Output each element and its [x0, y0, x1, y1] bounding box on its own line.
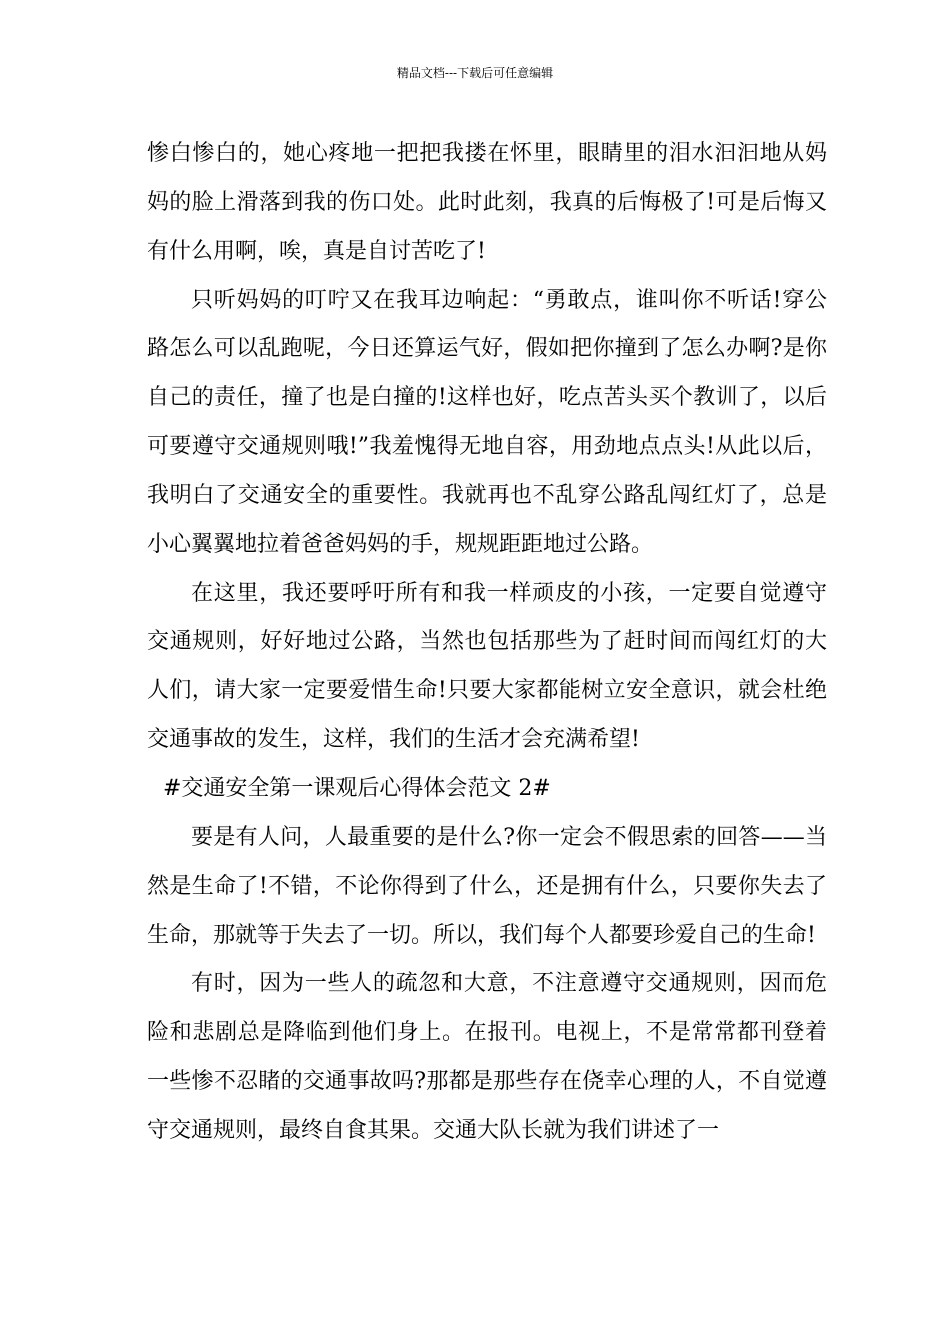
paragraph-appeal: 在这里，我还要呼吁所有和我一样顽皮的小孩，一定要自觉遵守交通规则，好好地过公路，当然也包括那些为了赶时间而闯红灯的大人们，请大家一定要爱惜生命!只要大家都能树立安全意识，就会杜绝交通事故的发生，这样，我们的生活才会充满希望!	[147, 580, 827, 753]
page-header: 精品文档---下载后可任意编辑	[396, 66, 554, 80]
paragraph-life-importance: 要是有人问，人最重要的是什么?你一定会不假思索的回答——当然是生命了!不错，不论你得到了什么，还是拥有什么，只要你失去了生命，那就等于失去了一切。所以，我们每个人都要珍爱自己的生命!	[147, 824, 828, 948]
paragraph-traffic-accidents: 有时，因为一些人的疏忽和大意，不注意遵守交通规则，因而危险和悲剧总是降临到他们身上。在报刊。电视上，不是常常都刊登着一些惨不忍睹的交通事故吗?那都是那些存在侥幸心理的人，不自觉遵守交通规则，最终自食其果。交通大队长就为我们讲述了一	[147, 971, 827, 1143]
paragraph-mother-warning: 只听妈妈的叮咛又在我耳边响起：“勇敢点，谁叫你不听话!穿公路怎么可以乱跑呢，今日还算运气好，假如把你撞到了怎么办啊?是你自己的责任，撞了也是白撞的!这样也好，吃点苦头买个教训了，以后可要遵守交通规则哦!”我羞愧得无地自容，用劲地点点头!从此以后，我明白了交通安全的重要性。我就再也不乱穿公路乱闯红灯了，总是小心翼翼地拉着爸爸妈妈的手，规规距距地过公路。	[147, 287, 827, 557]
document-body	[147, 130, 827, 1156]
paragraph-continuation: 惨白惨白的，她心疼地一把把我搂在怀里，眼睛里的泪水汩汩地从妈妈的脸上滑落到我的伤口处。此时此刻，我真的后悔极了!可是后悔又有什么用啊，唉，真是自讨苦吃了!	[147, 141, 827, 264]
section-heading: #交通安全第一课观后心得体会范文 2#	[163, 775, 551, 801]
